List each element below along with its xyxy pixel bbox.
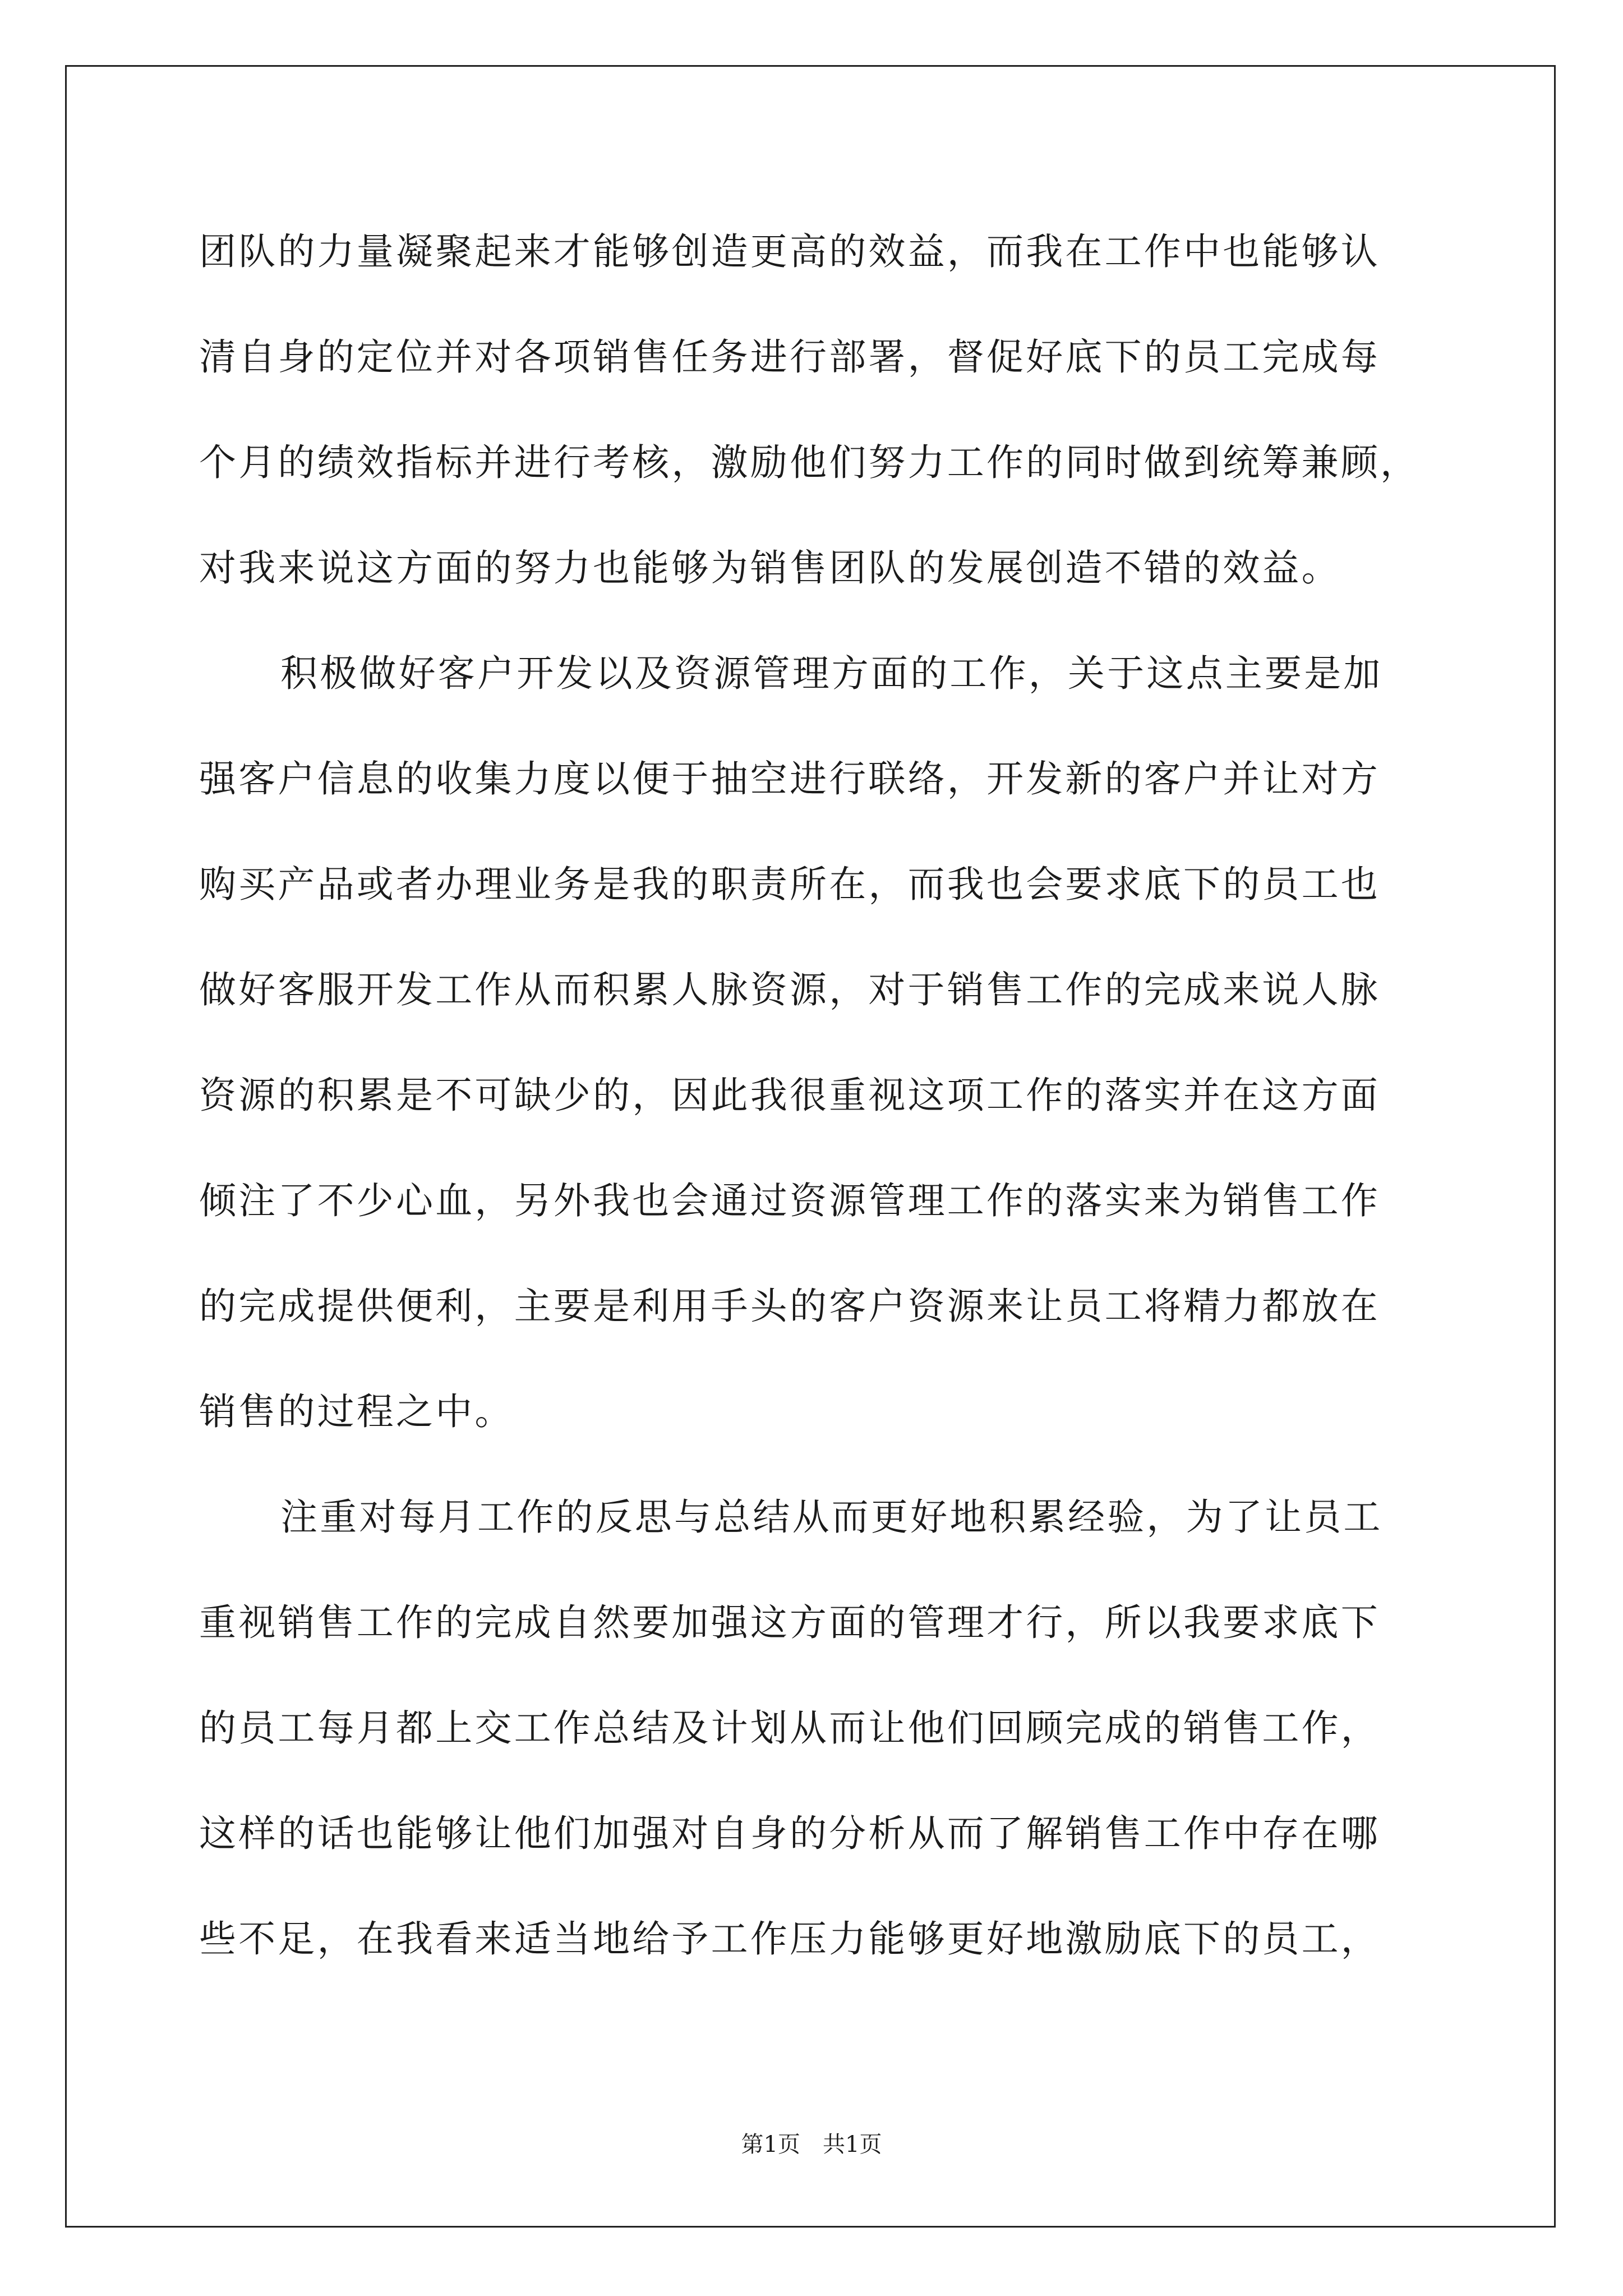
text-line: 团队的力量凝聚起来才能够创造更高的效益，而我在工作中也能够认 [199, 230, 1380, 273]
text-line: 个月的绩效指标并进行考核，激励他们努力工作的同时做到统筹兼顾， [199, 441, 1420, 484]
text-line: 注重对每月工作的反思与总结从而更好地积累经验，为了让员工 [280, 1496, 1383, 1539]
page-border [65, 65, 1556, 2228]
text-line: 对我来说这方面的努力也能够为销售团队的发展创造不错的效益。 [199, 546, 1341, 590]
page-number: 第1页 [741, 2132, 800, 2157]
text-line: 清自身的定位并对各项销售任务进行部署，督促好底下的员工完成每 [199, 335, 1380, 379]
text-line: 资源的积累是不可缺少的，因此我很重视这项工作的落实并在这方面 [199, 1074, 1380, 1117]
text-line: 些不足，在我看来适当地给予工作压力能够更好地激励底下的员工， [199, 1917, 1380, 1961]
text-line: 重视销售工作的完成自然要加强这方面的管理才行，所以我要求底下 [199, 1601, 1380, 1644]
text-line: 销售的过程之中。 [199, 1390, 514, 1433]
text-line: 购买产品或者办理业务是我的职责所在，而我也会要求底下的员工也 [199, 863, 1380, 906]
text-line: 做好客服开发工作从而积累人脉资源，对于销售工作的完成来说人脉 [199, 968, 1380, 1011]
text-line: 强客户信息的收集力度以便于抽空进行联络，开发新的客户并让对方 [199, 757, 1380, 800]
text-line: 这样的话也能够让他们加强对自身的分析从而了解销售工作中存在哪 [199, 1812, 1380, 1855]
text-line: 积极做好客户开发以及资源管理方面的工作，关于这点主要是加 [280, 652, 1383, 695]
page-footer [0, 2129, 1623, 2160]
page-total: 共1页 [823, 2132, 882, 2157]
text-line: 的员工每月都上交工作总结及计划从而让他们回顾完成的销售工作， [199, 1706, 1380, 1750]
text-line: 的完成提供便利，主要是利用手头的客户资源来让员工将精力都放在 [199, 1285, 1380, 1328]
text-line: 倾注了不少心血，另外我也会通过资源管理工作的落实来为销售工作 [199, 1179, 1380, 1222]
